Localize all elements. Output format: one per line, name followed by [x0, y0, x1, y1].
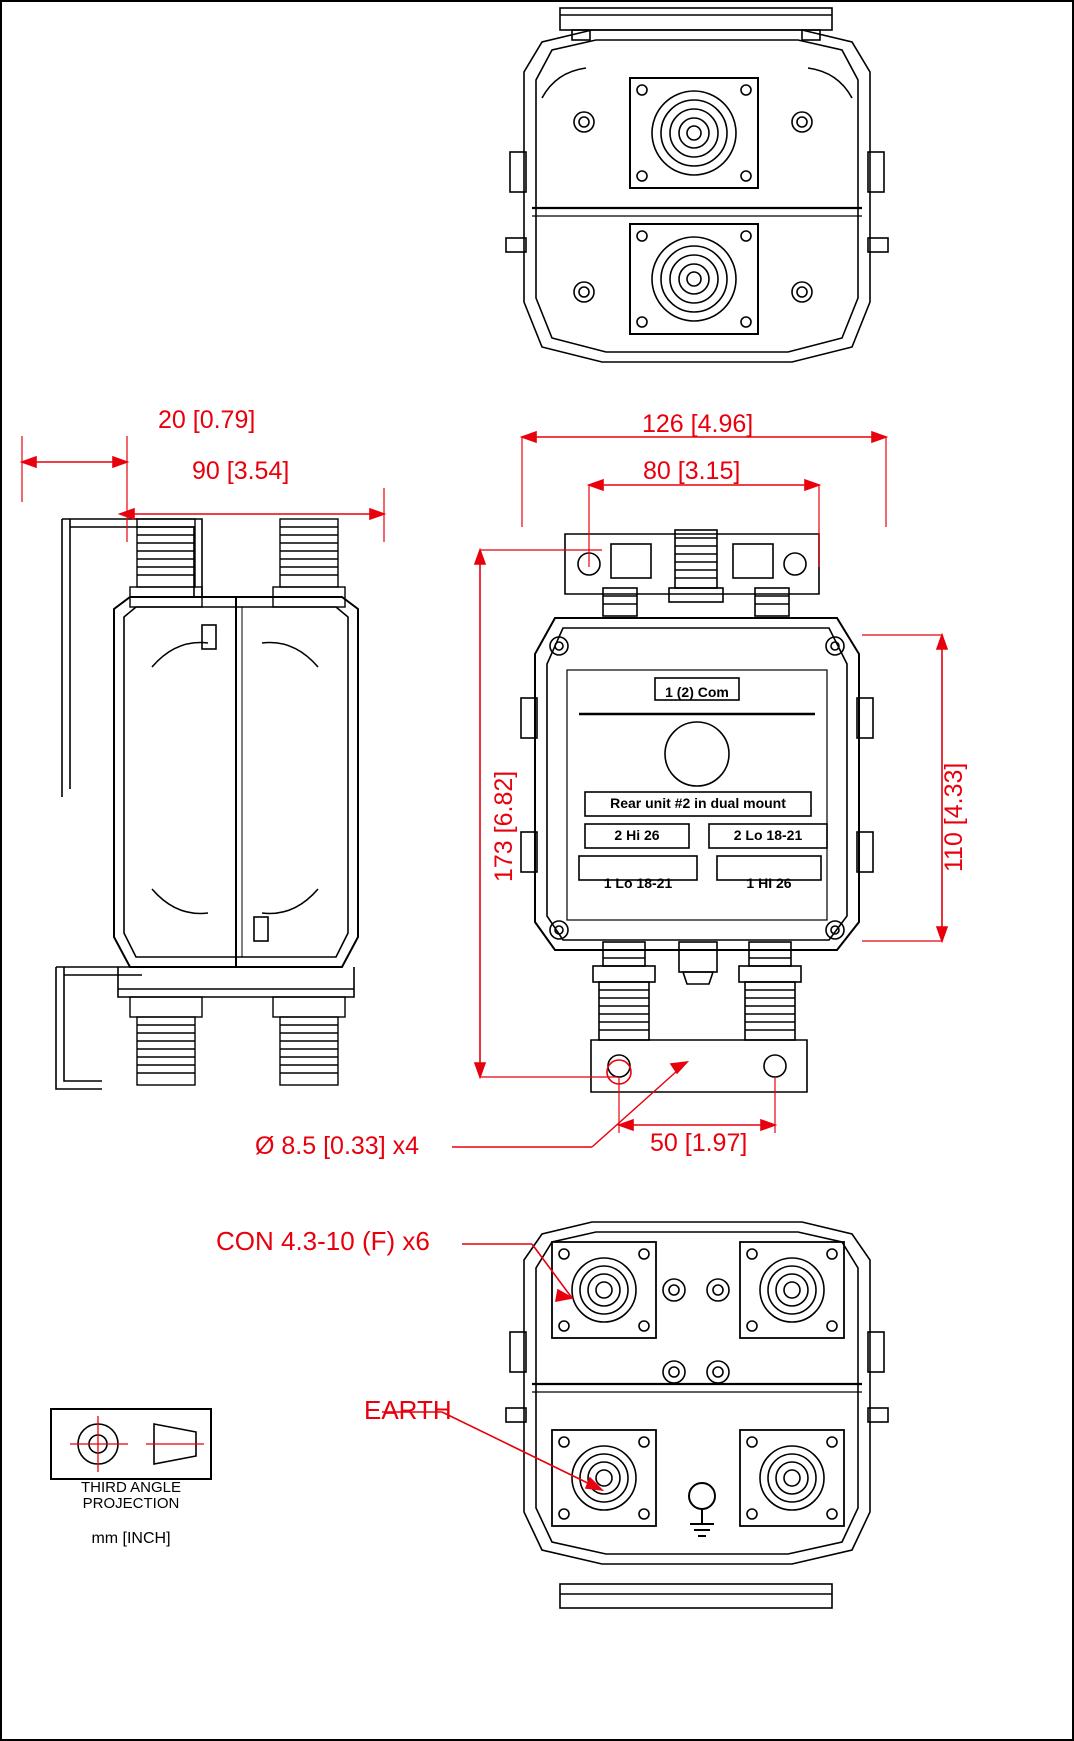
top-view [502, 2, 922, 382]
dimension-20: 20 [0.79] [158, 406, 256, 434]
nameplate-port-1hi: 1 HI 26 [746, 875, 792, 891]
dimension-50: 50 [1.97] [650, 1129, 748, 1157]
callout-connectors: CON 4.3-10 (F) x6 [216, 1226, 430, 1256]
dimension-173: 173 [6.82] [490, 770, 518, 882]
projection-line-2: PROJECTION [82, 1494, 180, 1512]
dimension-126: 126 [4.96] [642, 410, 754, 438]
nameplate-port-1lo: 1 Lo 18-21 [603, 875, 673, 891]
nameplate-top-label: 1 (2) Com [665, 684, 729, 700]
projection-caption [50, 1480, 212, 1512]
dimension-hole-diameter: Ø 8.5 [0.33] x4 [255, 1132, 419, 1160]
dimension-80: 80 [3.15] [643, 457, 741, 485]
units-note: mm [INCH] [91, 1530, 171, 1547]
projection-line-1: THIRD ANGLE [80, 1479, 182, 1496]
projection-symbol-box [50, 1408, 212, 1480]
nameplate-port-2lo: 2 Lo 18-21 [733, 827, 803, 843]
dimension-110: 110 [4.33] [940, 762, 968, 872]
dimension-90: 90 [3.54] [192, 457, 290, 485]
nameplate-port-2hi: 2 Hi 26 [614, 827, 660, 843]
side-view [42, 497, 422, 1117]
bottom-view-callouts [202, 1212, 722, 1552]
callout-earth: EARTH [364, 1395, 452, 1425]
nameplate-title: Rear unit #2 in dual mount [610, 795, 786, 811]
front-view-dimensions [442, 417, 982, 1177]
